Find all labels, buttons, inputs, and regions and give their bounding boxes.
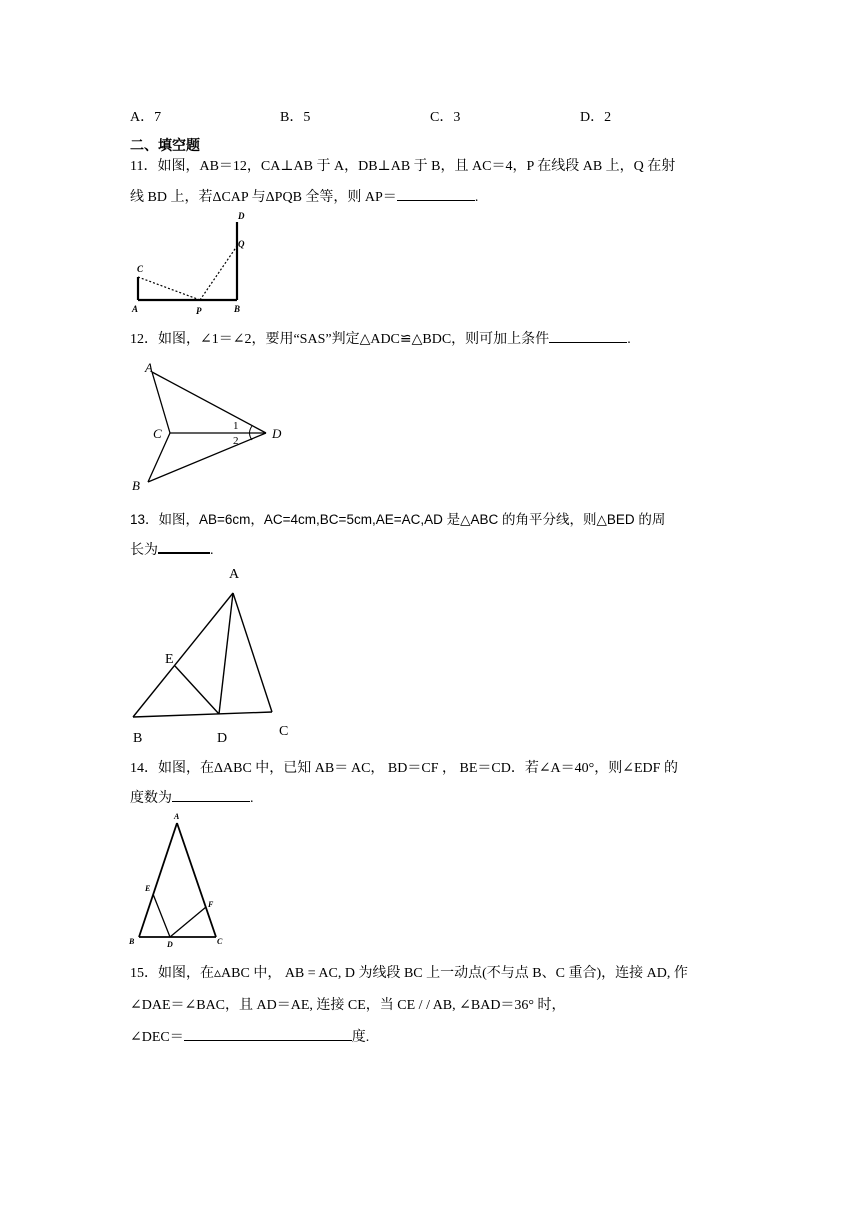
q11-label-d: D xyxy=(238,211,245,221)
section-title: 二、填空题 xyxy=(130,139,200,154)
q13-figure xyxy=(125,560,305,750)
q11-label-p: P xyxy=(196,306,202,316)
q13-line2: 长为 . xyxy=(130,538,214,559)
q14-answer-blank[interactable] xyxy=(172,787,250,802)
q12-label-b: B xyxy=(132,478,140,493)
q15-text: ∠DEC＝ xyxy=(130,1030,184,1045)
q13-answer-blank[interactable] xyxy=(158,538,210,554)
q14-figure xyxy=(125,810,235,950)
option-b: B．5 xyxy=(280,110,311,125)
q13-text: 长为 xyxy=(130,543,158,558)
q13-label-e: E xyxy=(165,652,174,667)
q13-label-d: D xyxy=(217,731,228,746)
q11-label-c: C xyxy=(137,264,144,274)
q14-line2: 度数为 . xyxy=(130,787,254,807)
q14-label-e: E xyxy=(145,884,151,893)
q12-line1: 12．如图，∠1＝∠2，要用“SAS”判定△ADC≌△BDC，则可加上条件 . xyxy=(130,328,631,348)
q15-line1: 15．如图，在▵ABC 中， AB = AC, D 为线段 BC 上一动点(不与点 B、C 重合)，连接 AD, 作 xyxy=(130,966,688,981)
q15-line3: ∠DEC＝ 度. xyxy=(130,1026,369,1046)
q12-figure xyxy=(128,356,298,496)
option-d: D．2 xyxy=(580,110,612,125)
q11-label-q: Q xyxy=(238,239,245,249)
q12-answer-blank[interactable] xyxy=(549,328,627,343)
q14-label-d: D xyxy=(167,940,173,949)
q14-label-a: A xyxy=(174,812,180,821)
q13-label-a: A xyxy=(229,567,240,582)
q11-text: 线 BD 上，若ΔCAP 与ΔPQB 全等，则 AP＝ xyxy=(130,190,397,205)
q11-line2: 线 BD 上，若ΔCAP 与ΔPQB 全等，则 AP＝ . xyxy=(130,186,478,206)
q11-label-a: A xyxy=(132,304,139,314)
q15-answer-blank[interactable] xyxy=(184,1026,352,1041)
q12-label-a: A xyxy=(145,360,153,375)
q14-text: 度数为 xyxy=(130,791,172,806)
q14-label-f: F xyxy=(208,900,214,909)
q14-line1: 14．如图，在ΔABC 中，已知 AB＝ AC， BD＝CF ， BE＝CD．若∠A＝40°，则∠EDF 的 xyxy=(130,761,678,776)
q14-label-b: B xyxy=(129,937,135,946)
option-a: A．7 xyxy=(130,110,162,125)
q12-label-1: 1 xyxy=(233,420,239,432)
q11-label-b: B xyxy=(234,304,241,314)
q11-answer-blank[interactable] xyxy=(397,186,475,201)
option-c: C．3 xyxy=(430,110,461,125)
q12-label-c: C xyxy=(153,426,162,441)
q12-label-2: 2 xyxy=(233,435,239,447)
q14-label-c: C xyxy=(217,937,223,946)
q11-line1: 11．如图，AB＝12，CA⊥AB 于 A，DB⊥AB 于 B，且 AC＝4，P 在线段 AB 上，Q 在射 xyxy=(130,159,676,174)
q15-line2: ∠DAE＝∠BAC，且 AD＝AE, 连接 CE，当 CE / / AB, ∠BAD＝36° 时， xyxy=(130,998,566,1013)
q12-label-d: D xyxy=(272,426,282,441)
q12-text: 12．如图，∠1＝∠2，要用“SAS”判定△ADC≌△BDC，则可加上条件 xyxy=(130,332,550,347)
q13-label-c: C xyxy=(279,724,289,739)
q13-label-b: B xyxy=(133,731,143,746)
q11-figure xyxy=(130,210,260,318)
q13-line1: 13．如图，AB=6cm，AC=4cm,BC=5cm,AE=AC,AD 是△ABC 的角平分线，则△BED 的周 xyxy=(130,512,666,527)
